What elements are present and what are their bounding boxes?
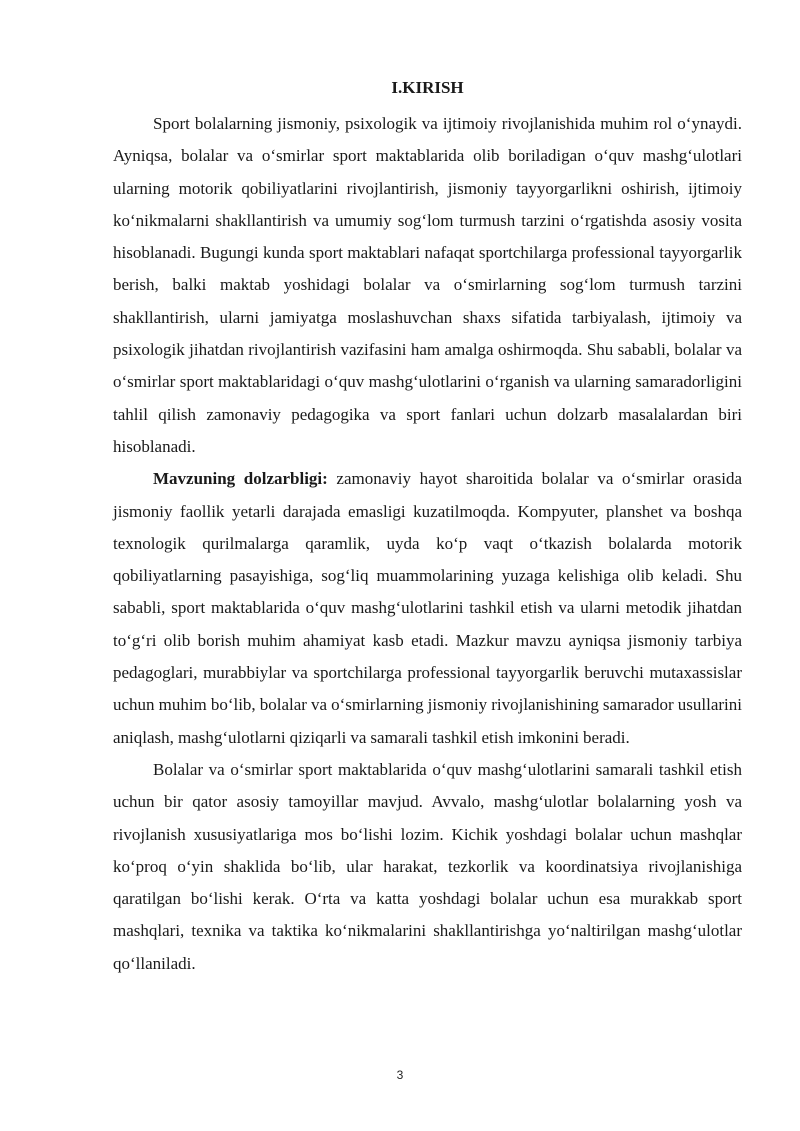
paragraph-intro — [113, 108, 742, 463]
paragraph-relevance — [113, 463, 742, 754]
paragraph-principles-text: Bolalar va o‘smirlar sport maktablarida o‘quv mashg‘ulotlarini samarali tashkil etish uchun bir qator asosiy tamoyillar mavjud. Avvalo, mashg‘ulotlar bolalarning yosh va rivojlanish xususiyatlariga mos bo‘lishi lozim. Kichik yoshdagi bolalar uchun mashqlar ko‘proq o‘yin shaklida bo‘lib, ular harakat, tezkorlik va koordinatsiya rivojlanishiga qaratilgan bo‘lishi kerak. O‘rta va katta yoshdagi bolalar uchun esa murakkab sport mashqlari, texnika va taktika ko‘nikmalarini shakllantirishga yo‘naltirilgan mashg‘ulotlar qo‘llaniladi. — [113, 759, 742, 973]
paragraph-intro-text: Sport bolalarning jismoniy, psixologik va ijtimoiy rivojlanishida muhim rol o‘ynaydi. Ayniqsa, bolalar va o‘smirlar sport maktablarida olib boriladigan o‘quv mashg‘ulotlari ularning motorik qobiliyatlarini rivojlantirish, jismoniy tayyorgarlikni oshirish, ijtimoiy ko‘nikmalarni shakllantirish va umumiy sog‘lom turmush tarzini o‘rgatishda asosiy vosita hisoblanadi. Bugungi kunda sport maktablari nafaqat sportchilarga professional tayyorgarlik berish, balki maktab yoshidagi bolalar va o‘smirlarning sog‘lom turmush tarzini shakllantirish, ularni jamiyatga moslashuvchan shaxs sifatida tarbiyalash, ijtimoiy va psixologik jihatdan rivojlantirish vazifasini ham amalga oshirmoqda. Shu sababli, bolalar va o‘smirlar sport maktablaridagi o‘quv mashg‘ulotlarini o‘rganish va ularning samaradorligini tahlil qilish zamonaviy pedagogika va sport fanlari uchun dolzarb masalalardan biri hisoblanadi. — [113, 114, 742, 456]
relevance-lead: Mavzuning dolzarbligi: — [153, 469, 328, 489]
section-heading: I.KIRISH — [391, 78, 464, 97]
document-page — [113, 76, 742, 980]
paragraph-relevance-text: zamonaviy hayot sharoitida bolalar va o‘smirlar orasida jismoniy faollik yetarli darajada emasligi kuzatilmoqda. Kompyuter, planshet va boshqa texnologik qurilmalarga qaramlik, uyda ko‘p vaqt o‘tkazish bolalarda motorik qobiliyatlarning pasayishiga, sog‘liq muammolarining yuzaga kelishiga olib keladi. Shu sababli, sport maktablarida o‘quv mashg‘ulotlarini tashkil etish va ularni metodik jihatdan to‘g‘ri olib borish muhim ahamiyat kasb etadi. Mazkur mavzu ayniqsa jismoniy tarbiya pedagoglari, murabbiylar va sportchilarga professional tayyorgarlik beruvchi mutaxassislar uchun muhim bo‘lib, bolalar va o‘smirlarning jismoniy rivojlanishining samarador usullarini aniqlash, mashg‘ulotlarni qiziqarli va samarali tashkil etish imkonini beradi. — [113, 469, 742, 747]
page-number: 3 — [396, 1068, 404, 1082]
paragraph-principles — [113, 754, 742, 980]
